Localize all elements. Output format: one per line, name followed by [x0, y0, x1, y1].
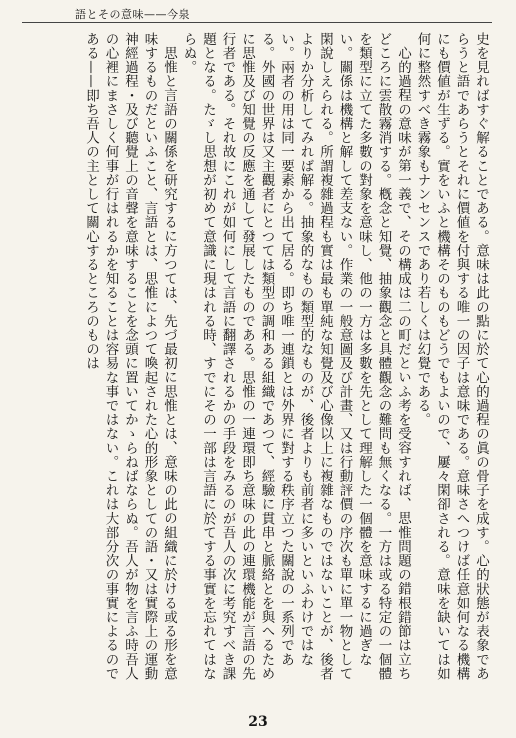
- paragraph: 史を見ればすぐ解ることである。意味は此の點に於て心的過程の眞の骨子を成す。心的狀態が表象であらうと語であらうとそれに價値を付與する唯一の因子は意味である。意味さへつけば任意如何なる機構にも價値が生ずる。實をいふと機構そのものもどうでもよいので、屢々閑卻される。意味を缺いては如何に整然すべき霧象もナンセンスであり若しくは幻覺である。: [414, 32, 489, 681]
- running-head: 語とその意味——今泉: [75, 8, 190, 21]
- page-number: 23: [248, 714, 268, 730]
- vertical-body-text: [28, 32, 490, 692]
- body-text-area: [28, 32, 490, 692]
- header-rule: [22, 22, 492, 23]
- paragraph: 思惟と言語の關係を研究するに方つては、先づ最初に思惟とは、意味の此の組織に於ける或る形を意味するものだといふこと、言語とは、思惟によつて喚起された心的形象としての語・又は實際上の運動神經過程・及び聽覺上の音聲を意味することを念頭に置いてかゝらねばならぬ。吾人が物を言ふ時吾人の心裡にまさしく何事が行はれるかを知ることは容易な事ではない。これは大部分次の事實によるのである——即ち吾人の主として關心するところのものは: [83, 32, 177, 681]
- paragraph: 心的過程の意味が第一義で、その構成は二の町だといふ考を受容すれば、思惟問題の錯根錯節は立ちどころに雲散霧消する。槪念と知覺、抽象觀念と具體觀念の難問も無くなる。一方は或る特定の一個體を類型に立てた多數の對象を意味し、他の一方は多數を先として理解した一個體を意味するに過ぎない。關係は機構と解して差支ない。作業の一般意圖及び計畫、又は行動評價の序次も單に單一物として閑說しえられる。所謂複雜過程も實は最も單純な知覺及び心像以上に複雜なものではないことが、後者よりか分析してみれば解る。抽象的なもの類型的なものが、後者よりも前者に多いといふわけではない。兩者の用は同一要素から出て居る。即ち唯一連鎖とは外界に對する秩序立つた關說の一系列である。外國の世界は又主觀者にとつては類型の調和ある組織であつて、經驗に貫串と脈絡とを與へるために思惟及び知覺の反應を通して發展したものである。思惟の一連環即ち意味の此の連環機能が言語の先行者である。それ故にこれが如何にして言語に翻譯されるかの手段をみるのが吾人の次に考究すべき課題となる。たゞし思想が初めて意識に現はれる時、すでにその一部は言語に於てする事實を忘れてはならぬ。: [180, 32, 411, 681]
